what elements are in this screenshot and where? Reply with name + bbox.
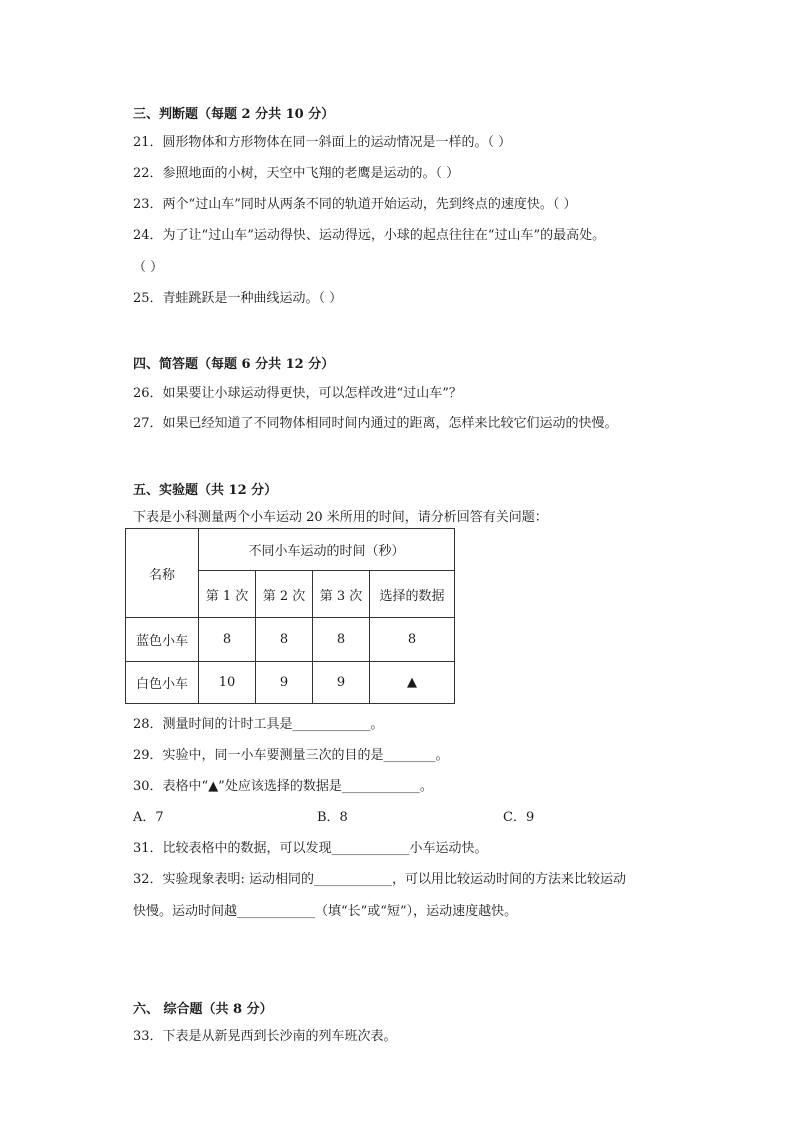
col-header: 第 3 次 xyxy=(313,571,370,618)
section-3-heading: 三、判断题（每题 2 分共 10 分） xyxy=(133,107,335,122)
question-25: 25．青蛙跳跃是一种曲线运动。（ ） xyxy=(133,291,343,306)
row-name: 蓝色小车 xyxy=(126,618,199,662)
table-row xyxy=(126,662,455,704)
table-cell: 8 xyxy=(256,618,313,662)
data-table xyxy=(125,528,455,704)
table-cell: 10 xyxy=(199,662,256,704)
table-cell: 8 xyxy=(370,618,455,662)
section-5-heading: 五、实验题（共 12 分） xyxy=(133,483,278,498)
table-row xyxy=(126,618,455,662)
question-22: 22．参照地面的小树，天空中飞翔的老鹰是运动的。（ ） xyxy=(133,166,460,181)
question-30: 30．表格中“▲”处应该选择的数据是____________。 xyxy=(133,779,433,794)
option-b: B．8 xyxy=(317,810,348,825)
table-cell: 9 xyxy=(313,662,370,704)
question-29: 29．实验中，同一小车要测量三次的目的是________。 xyxy=(133,748,449,763)
question-27: 27．如果已经知道了不同物体相同时间内通过的距离，怎样来比较它们运动的快慢。 xyxy=(133,416,618,431)
question-24-answer-blank: （ ） xyxy=(133,260,164,275)
option-c: C．9 xyxy=(503,810,535,825)
option-a: A．7 xyxy=(133,810,164,825)
question-33: 33．下表是从新晃西到长沙南的列车班次表。 xyxy=(133,1029,397,1044)
question-24: 24．为了让“过山车”运动得快、运动得远，小球的起点往往在“过山车”的最高处。 xyxy=(133,228,606,243)
col-header: 选择的数据 xyxy=(370,571,455,618)
question-21: 21．圆形物体和方形物体在同一斜面上的运动情况是一样的。（ ） xyxy=(133,135,512,150)
group-header: 不同小车运动的时间（秒） xyxy=(199,529,455,571)
table-intro: 下表是小科测量两个小车运动 20 米所用的时间，请分析回答有关问题： xyxy=(133,510,548,525)
row-name: 白色小车 xyxy=(126,662,199,704)
name-header: 名称 xyxy=(126,529,199,618)
section-4-heading: 四、简答题（每题 6 分共 12 分） xyxy=(133,357,335,372)
question-28: 28．测量时间的计时工具是____________。 xyxy=(133,717,384,732)
table-cell: 8 xyxy=(313,618,370,662)
table-cell: 8 xyxy=(199,618,256,662)
question-31: 31．比较表格中的数据，可以发现____________小车运动快。 xyxy=(133,841,488,856)
table-cell: 9 xyxy=(256,662,313,704)
table-cell: ▲ xyxy=(370,662,455,704)
col-header: 第 1 次 xyxy=(199,571,256,618)
question-23: 23．两个“过山车”同时从两条不同的轨道开始运动，先到终点的速度快。（ ） xyxy=(133,197,577,212)
section-6-heading: 六、 综合题（共 8 分） xyxy=(133,1002,273,1017)
question-26: 26．如果要让小球运动得更快，可以怎样改进“过山车”？ xyxy=(133,386,462,401)
col-header: 第 2 次 xyxy=(256,571,313,618)
question-32-line-1: 32．实验现象表明: 运动相同的____________，可以用比较运动时间的方法来比较运动 xyxy=(133,872,627,887)
question-32-line-2: 快慢。运动时间越____________（填“长”或“短”），运动速度越快。 xyxy=(133,904,518,919)
